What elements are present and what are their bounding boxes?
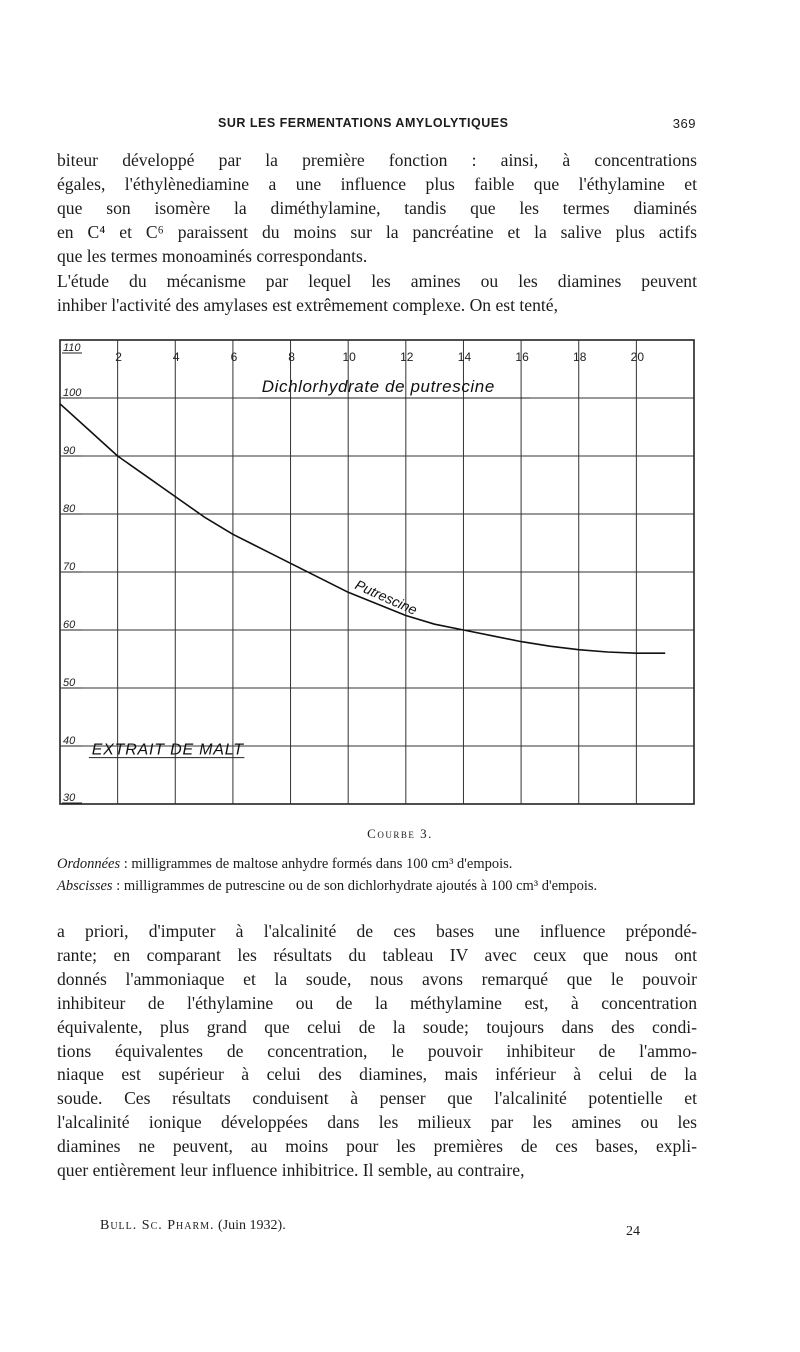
chart-svg [56,334,698,810]
annotation-dichlorhydrate: Dichlorhydrate de putrescine [261,377,495,396]
annotation-extrait-de-malt: EXTRAIT DE MALT [91,741,244,759]
text-line: en C⁴ et C⁶ paraissent du moins sur la pancréatine et la salive plus actifs [57,221,697,242]
text-line: quer entièrement leur influence inhibitrice. Il semble, au contraire, [57,1160,525,1181]
x-tick-label: 8 [288,350,295,364]
text-line: rante; en comparant les résultats du tableau IV avec ceux que nous ont [57,944,697,965]
text-line: a priori, d'imputer à l'alcalinité de ces bases une influence prépondé- [57,921,697,941]
x-tick-label: 14 [457,350,472,364]
abscissa-label: Abscisses [57,878,113,894]
text-line: que son isomère la diméthylamine, tandis que les termes diaminés [57,197,697,218]
y-tick-label: 100 [63,387,82,399]
y-tick-label: 60 [63,619,76,631]
text-line: l'alcalinité ionique développées dans les milieux par les amines ou les [57,1112,697,1133]
text-line: inhiber l'activité des amylases est extrêmement complexe. On est tenté, [57,294,559,315]
text-line: biteur développé par la première fonction : ainsi, à concentrations [57,150,697,170]
paragraph-3 [57,920,697,1183]
text-line: soude. Ces résultats conduisent à penser que l'alcalinité potentielle et [57,1088,697,1109]
y-tick-label: 30 [63,792,76,804]
x-tick-label: 16 [515,350,529,364]
x-tick-label: 18 [573,350,587,364]
x-tick-label: 6 [230,350,238,364]
ordinate-legend [57,855,697,873]
text-line: diamines ne peuvent, au moins pour les premières de ces bases, expli- [57,1136,697,1157]
text-line: équivalente, plus grand que celui de la soude; toujours dans des condi- [57,1016,697,1037]
ordinate-text: : milligrammes de maltose anhydre formés dans 100 cm³ d'empois. [120,856,513,872]
text-line: donnés l'ammoniaque et la soude, nous avons remarqué que le pouvoir [57,968,697,989]
text-line: niaque est supérieur à celui des diamines, mais inférieur à celui de la [57,1064,697,1085]
abscissa-text: : milligrammes de putrescine ou de son dichlorhydrate ajoutés à 100 cm³ d'empois. [112,878,598,894]
figure-caption: Courbe 3. [367,826,433,841]
paragraph-1 [57,149,697,269]
abscissa-legend [57,877,697,895]
x-tick-label: 10 [342,350,356,364]
y-tick-label: 80 [63,503,76,515]
text-line: inhibiteur de l'éthylamine ou de la méthylamine est, à concentration [57,992,697,1013]
page-number: 369 [672,116,696,131]
annotation-putrescine: Putrescine [352,576,420,618]
signature-number: 24 [626,1224,640,1239]
y-tick-label: 90 [63,445,76,457]
page-footer [100,1218,640,1239]
text-line: L'étude du mécanisme par lequel les amines ou les diamines peuvent [57,271,697,291]
figure-chart [56,334,698,810]
paragraph-2 [57,270,697,318]
y-tick-label: 40 [63,735,76,747]
text-line: que les termes monoaminés correspondants. [57,245,368,266]
x-tick-label: 12 [400,350,414,364]
ordinate-label: Ordonnées [57,856,121,872]
journal-name: Bull. Sc. Pharm. [100,1218,215,1233]
series-line-putrescine [60,404,665,653]
y-tick-label: 70 [63,561,76,573]
y-tick-label: 50 [63,677,76,689]
journal-date: (Juin 1932). [218,1218,286,1233]
x-tick-label: 2 [115,350,122,364]
y-tick-label: 110 [63,342,81,354]
x-tick-label: 4 [172,350,180,364]
running-header [60,112,696,134]
text-line: tions équivalentes de concentration, le pouvoir inhibiteur de l'ammo- [57,1040,697,1061]
text-line: égales, l'éthylènediamine a une influence plus faible que l'éthylamine et [57,173,697,194]
running-title: SUR LES FERMENTATIONS AMYLOLYTIQUES [218,116,509,130]
x-tick-label: 20 [630,350,645,364]
